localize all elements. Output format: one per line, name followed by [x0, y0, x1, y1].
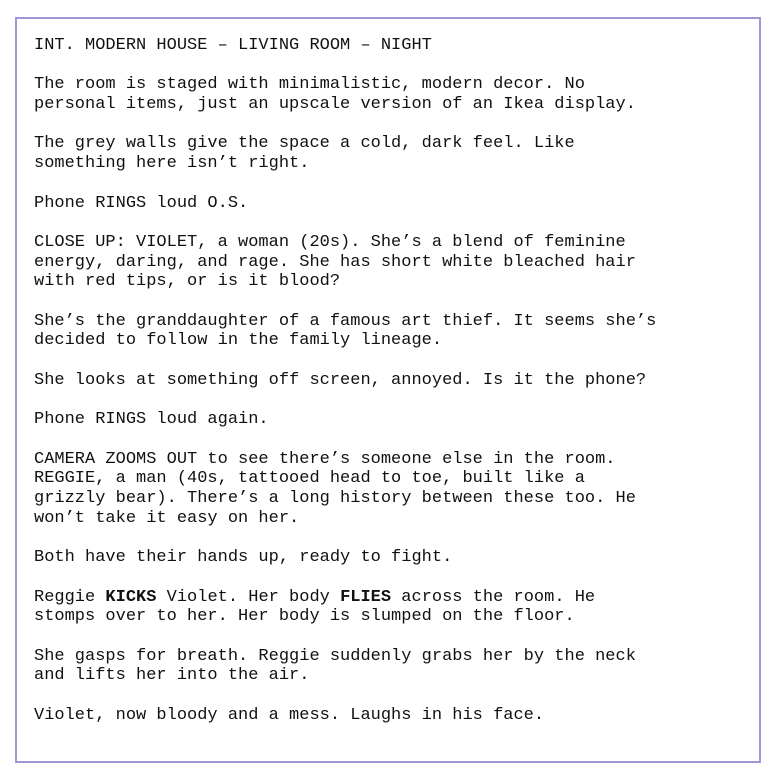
action-paragraph: Both have their hands up, ready to fight. [34, 548, 453, 568]
action-paragraph: The grey walls give the space a cold, dark feel. Like something here isn’t right. [34, 134, 575, 174]
action-paragraph: Phone RINGS loud O.S. [34, 193, 249, 213]
action-paragraph: Violet, now bloody and a mess. Laughs in his face. [34, 705, 545, 725]
action-paragraph: CAMERA ZOOMS OUT to see there’s someone else in the room. REGGIE, a man (40s, tattooed head to toe, built like a grizzly bear). There’s a long history between these too. He won’t take it easy on her. [34, 449, 636, 528]
text-segment: Reggie [34, 587, 106, 607]
emphasis-flies: FLIES [340, 587, 392, 607]
scene-heading: INT. MODERN HOUSE – LIVING ROOM – NIGHT [34, 36, 432, 55]
action-paragraph [34, 588, 754, 627]
text-segment: Violet. Her body [156, 587, 341, 607]
action-paragraph: CLOSE UP: VIOLET, a woman (20s). She’s a blend of feminine energy, daring, and rage. She has short white bleached hair with red tips, or is it blood? [34, 232, 636, 292]
action-paragraph: She looks at something off screen, annoyed. Is it the phone? [34, 370, 647, 390]
emphasis-kicks: KICKS [105, 587, 157, 607]
action-paragraph: She gasps for breath. Reggie suddenly grabs her by the neck and lifts her into the air. [34, 646, 636, 686]
action-paragraph: Phone RINGS loud again. [34, 410, 269, 430]
screenplay-page [34, 36, 754, 745]
text-segment: across the room. He stomps over to her. Her body is slumped on the floor. [34, 587, 596, 627]
action-paragraph: She’s the granddaughter of a famous art thief. It seems she’s decided to follow in the family lineage. [34, 311, 657, 351]
action-paragraph: The room is staged with minimalistic, modern decor. No personal items, just an upscale version of an Ikea display. [34, 75, 636, 115]
